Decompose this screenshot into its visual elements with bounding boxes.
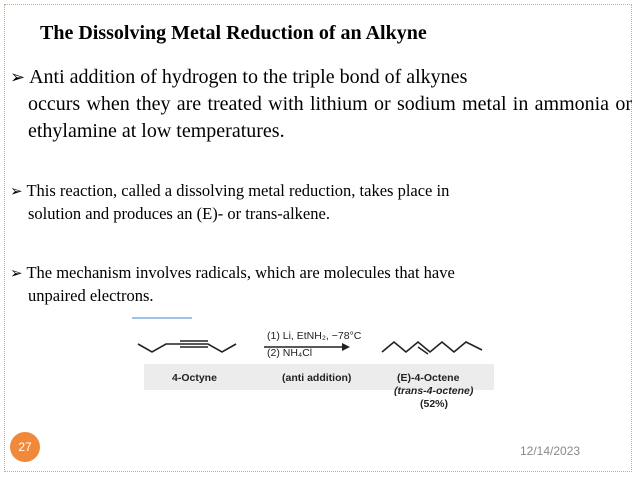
bullet-arrow-icon: ➢ xyxy=(10,184,23,200)
reagent-2: (2) NH₄Cl xyxy=(267,347,313,359)
reactant-label: 4-Octyne xyxy=(172,372,217,384)
page-number-badge: 27 xyxy=(10,432,40,462)
bullet-2-line-1: This reaction, called a dissolving metal reduction, takes place in xyxy=(26,181,450,200)
bullet-1-rest: occurs when they are treated with lithium or sodium metal in ammonia or ethylamine at low temperatures. xyxy=(28,93,632,142)
product-label: (E)-4-Octene xyxy=(397,372,460,384)
bullet-arrow-icon: ➢ xyxy=(10,266,23,282)
reagent-1: (1) Li, EtNH₂, −78°C xyxy=(267,330,362,342)
slide-date: 12/14/2023 xyxy=(520,444,581,458)
product-alt-label: (trans-4-octene) xyxy=(394,385,474,397)
bullet-arrow-icon: ➢ xyxy=(10,67,26,87)
bullet-2-rest: solution and produces an (E)- or trans-alkene. xyxy=(28,204,330,223)
bullet-3-rest: unpaired electrons. xyxy=(28,286,154,305)
octene-skeleton xyxy=(382,342,482,352)
bullet-3 xyxy=(10,262,610,307)
octyne-skeleton xyxy=(138,344,236,352)
bullet-1-line-1: Anti addition of hydrogen to the triple bond of alkynes xyxy=(29,66,468,88)
bullet-1 xyxy=(10,64,632,145)
yield-label: (52%) xyxy=(420,398,449,410)
slide-title: The Dissolving Metal Reduction of an Alkyne xyxy=(40,22,427,44)
condition-label: (anti addition) xyxy=(282,372,352,384)
bullet-2 xyxy=(10,180,632,225)
reaction-scheme xyxy=(132,314,508,410)
arrowhead-icon xyxy=(342,343,350,351)
bullet-3-line-1: The mechanism involves radicals, which are molecules that have xyxy=(26,263,455,282)
